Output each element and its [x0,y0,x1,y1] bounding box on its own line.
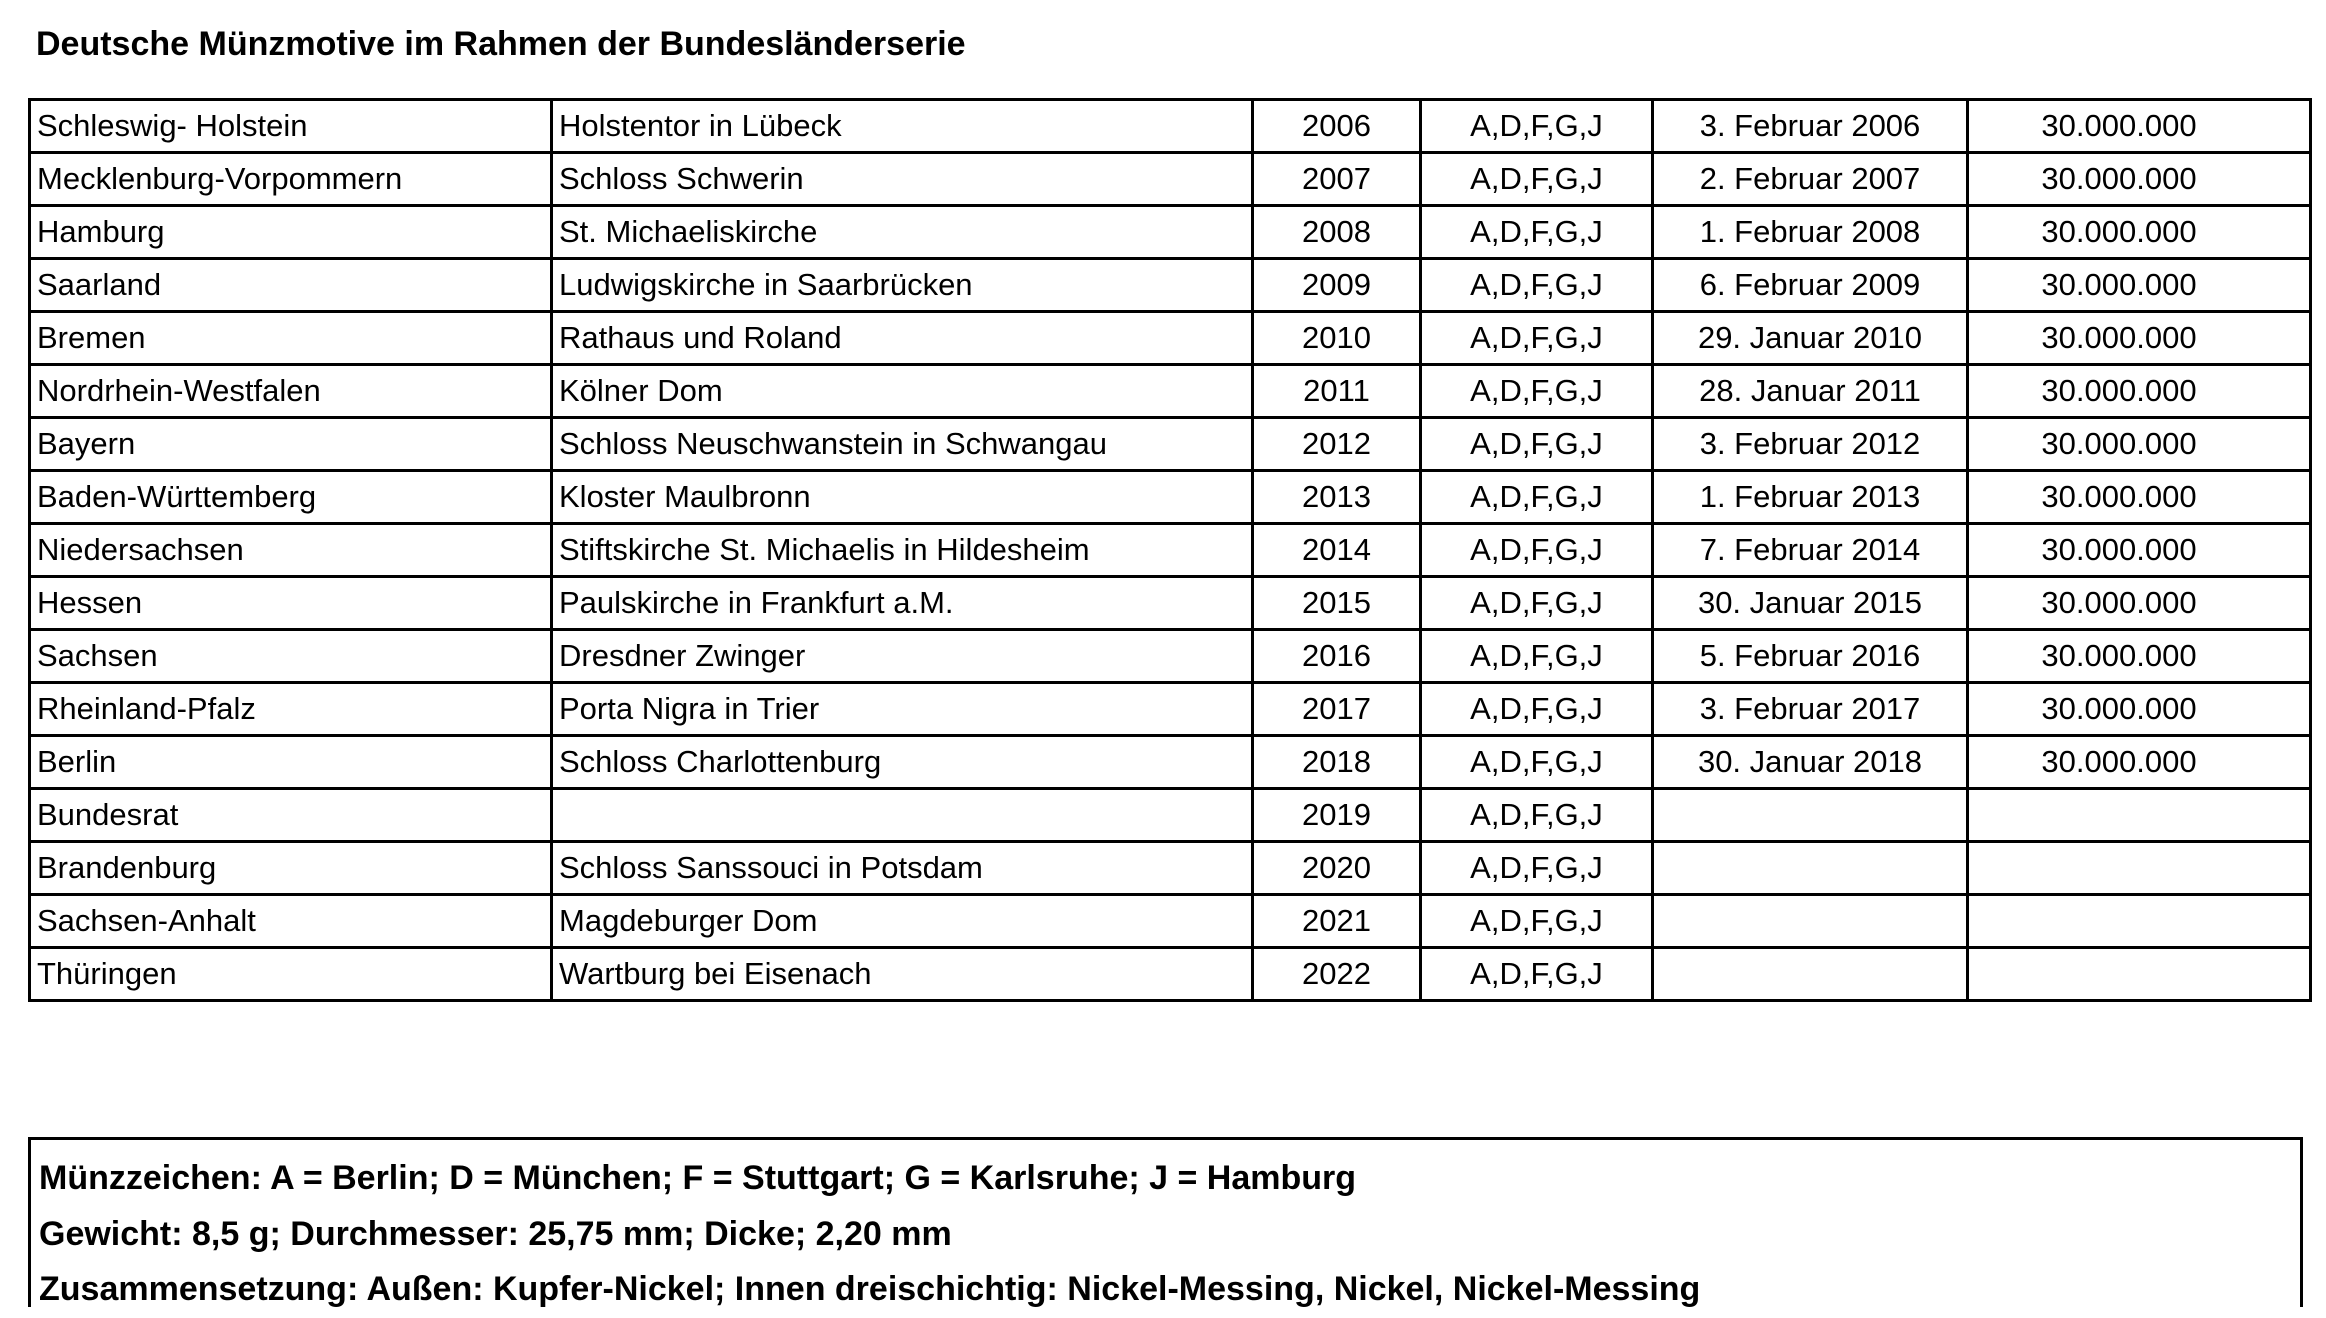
mint-marks-cell: A,D,F,G,J [1421,948,1653,1001]
year-cell: 2011 [1253,365,1421,418]
mint-marks-cell: A,D,F,G,J [1421,259,1653,312]
year-cell: 2007 [1253,153,1421,206]
table-row [30,153,2311,206]
mintage-cell: 30.000.000 [1968,365,2311,418]
issue-date-cell: 3. Februar 2012 [1653,418,1968,471]
state-cell: Nordrhein-Westfalen [30,365,552,418]
table-row [30,577,2311,630]
issue-date-cell: 3. Februar 2017 [1653,683,1968,736]
year-cell: 2010 [1253,312,1421,365]
state-cell: Rheinland-Pfalz [30,683,552,736]
state-cell: Brandenburg [30,842,552,895]
table-row [30,736,2311,789]
issue-date-cell: 2. Februar 2007 [1653,153,1968,206]
mint-marks-cell: A,D,F,G,J [1421,842,1653,895]
issue-date-cell: 1. Februar 2013 [1653,471,1968,524]
state-cell: Bremen [30,312,552,365]
mintage-cell: 30.000.000 [1968,418,2311,471]
motif-cell [552,789,1253,842]
issue-date-cell: 6. Februar 2009 [1653,259,1968,312]
year-cell: 2009 [1253,259,1421,312]
issue-date-cell: 29. Januar 2010 [1653,312,1968,365]
state-cell: Bundesrat [30,789,552,842]
year-cell: 2018 [1253,736,1421,789]
mint-marks-cell: A,D,F,G,J [1421,895,1653,948]
motif-cell: Wartburg bei Eisenach [552,948,1253,1001]
table-row [30,259,2311,312]
mintage-cell: 30.000.000 [1968,524,2311,577]
state-cell: Sachsen [30,630,552,683]
mintage-cell: 30.000.000 [1968,153,2311,206]
mintage-cell: 30.000.000 [1968,259,2311,312]
mintage-cell [1968,789,2311,842]
year-cell: 2021 [1253,895,1421,948]
mint-marks-legend: Münzzeichen: A = Berlin; D = München; F = Stuttgart; G = Karlsruhe; J = Hamburg [39,1159,1357,1197]
mintage-cell [1968,842,2311,895]
table-row [30,524,2311,577]
motif-cell: Kölner Dom [552,365,1253,418]
table-row [30,630,2311,683]
year-cell: 2012 [1253,418,1421,471]
table-row [30,206,2311,259]
coin-specs-box [28,1137,2303,1307]
table-row [30,100,2311,153]
state-cell: Schleswig- Holstein [30,100,552,153]
motif-cell: Schloss Charlottenburg [552,736,1253,789]
issue-date-cell [1653,789,1968,842]
coin-table-body [30,100,2311,1001]
motif-cell: Magdeburger Dom [552,895,1253,948]
year-cell: 2016 [1253,630,1421,683]
mintage-cell: 30.000.000 [1968,312,2311,365]
year-cell: 2022 [1253,948,1421,1001]
issue-date-cell [1653,842,1968,895]
year-cell: 2015 [1253,577,1421,630]
mintage-cell: 30.000.000 [1968,206,2311,259]
table-row [30,312,2311,365]
mintage-cell [1968,895,2311,948]
mint-marks-cell: A,D,F,G,J [1421,471,1653,524]
issue-date-cell: 28. Januar 2011 [1653,365,1968,418]
motif-cell: Ludwigskirche in Saarbrücken [552,259,1253,312]
issue-date-cell: 30. Januar 2015 [1653,577,1968,630]
state-cell: Baden-Württemberg [30,471,552,524]
motif-cell: Rathaus und Roland [552,312,1253,365]
mint-marks-cell: A,D,F,G,J [1421,100,1653,153]
mintage-cell: 30.000.000 [1968,630,2311,683]
year-cell: 2017 [1253,683,1421,736]
state-cell: Hamburg [30,206,552,259]
motif-cell: Paulskirche in Frankfurt a.M. [552,577,1253,630]
mint-marks-cell: A,D,F,G,J [1421,312,1653,365]
state-cell: Bayern [30,418,552,471]
state-cell: Sachsen-Anhalt [30,895,552,948]
issue-date-cell: 3. Februar 2006 [1653,100,1968,153]
state-cell: Hessen [30,577,552,630]
issue-date-cell [1653,948,1968,1001]
document-title: Deutsche Münzmotive im Rahmen der Bundesländerserie [36,25,966,63]
state-cell: Saarland [30,259,552,312]
mint-marks-cell: A,D,F,G,J [1421,153,1653,206]
mint-marks-cell: A,D,F,G,J [1421,577,1653,630]
coin-table [28,98,2312,1002]
state-cell: Mecklenburg-Vorpommern [30,153,552,206]
year-cell: 2006 [1253,100,1421,153]
table-row [30,842,2311,895]
year-cell: 2019 [1253,789,1421,842]
year-cell: 2008 [1253,206,1421,259]
year-cell: 2013 [1253,471,1421,524]
motif-cell: St. Michaeliskirche [552,206,1253,259]
year-cell: 2020 [1253,842,1421,895]
mintage-cell: 30.000.000 [1968,577,2311,630]
table-row [30,471,2311,524]
motif-cell: Holstentor in Lübeck [552,100,1253,153]
issue-date-cell: 30. Januar 2018 [1653,736,1968,789]
mintage-cell: 30.000.000 [1968,683,2311,736]
table-row [30,948,2311,1001]
mint-marks-cell: A,D,F,G,J [1421,789,1653,842]
mint-marks-cell: A,D,F,G,J [1421,418,1653,471]
mint-marks-cell: A,D,F,G,J [1421,206,1653,259]
coin-dimensions: Gewicht: 8,5 g; Durchmesser: 25,75 mm; Dicke; 2,20 mm [39,1215,952,1253]
table-row [30,789,2311,842]
motif-cell: Schloss Sanssouci in Potsdam [552,842,1253,895]
table-row [30,683,2311,736]
mint-marks-cell: A,D,F,G,J [1421,630,1653,683]
state-cell: Niedersachsen [30,524,552,577]
mintage-cell [1968,948,2311,1001]
issue-date-cell [1653,895,1968,948]
table-row [30,895,2311,948]
mintage-cell: 30.000.000 [1968,471,2311,524]
coin-composition: Zusammensetzung: Außen: Kupfer-Nickel; Innen dreischichtig: Nickel-Messing, Nickel, Nickel-Messing [39,1270,1701,1308]
year-cell: 2014 [1253,524,1421,577]
state-cell: Berlin [30,736,552,789]
motif-cell: Stiftskirche St. Michaelis in Hildesheim [552,524,1253,577]
motif-cell: Schloss Schwerin [552,153,1253,206]
mint-marks-cell: A,D,F,G,J [1421,683,1653,736]
mint-marks-cell: A,D,F,G,J [1421,365,1653,418]
motif-cell: Dresdner Zwinger [552,630,1253,683]
issue-date-cell: 5. Februar 2016 [1653,630,1968,683]
issue-date-cell: 1. Februar 2008 [1653,206,1968,259]
table-row [30,365,2311,418]
mint-marks-cell: A,D,F,G,J [1421,524,1653,577]
mintage-cell: 30.000.000 [1968,736,2311,789]
mintage-cell: 30.000.000 [1968,100,2311,153]
motif-cell: Kloster Maulbronn [552,471,1253,524]
motif-cell: Porta Nigra in Trier [552,683,1253,736]
state-cell: Thüringen [30,948,552,1001]
mint-marks-cell: A,D,F,G,J [1421,736,1653,789]
table-row [30,418,2311,471]
issue-date-cell: 7. Februar 2014 [1653,524,1968,577]
motif-cell: Schloss Neuschwanstein in Schwangau [552,418,1253,471]
